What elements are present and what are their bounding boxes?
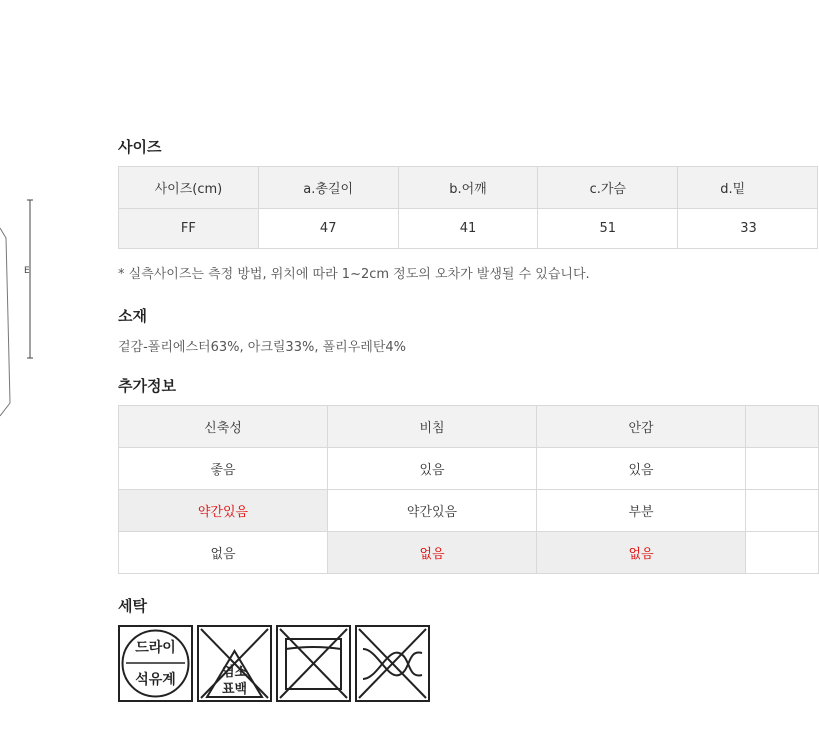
garment-sketch-fragment <box>0 198 40 428</box>
info-cell-selected: 없음 <box>328 532 537 574</box>
size-cell: 33 <box>678 209 818 249</box>
bleach-label-top: 염소 <box>221 665 248 680</box>
size-table-row <box>119 209 818 249</box>
info-cell <box>746 490 819 532</box>
info-table-row <box>119 448 819 490</box>
material-section-title: 소재 <box>118 307 147 325</box>
info-cell-selected: 약간있음 <box>119 490 328 532</box>
info-cell: 있음 <box>328 448 537 490</box>
info-header-cell: 신축성 <box>119 406 328 448</box>
size-section-title: 사이즈 <box>118 138 162 156</box>
info-cell: 약간있음 <box>328 490 537 532</box>
info-table <box>118 405 819 574</box>
info-header-cell: 안감 <box>537 406 746 448</box>
sketch-dimension-label: E <box>24 266 30 276</box>
wash-icons <box>118 625 430 702</box>
info-cell <box>746 532 819 574</box>
size-cell: 47 <box>258 209 398 249</box>
size-header-cell: c.가슴 <box>538 167 678 209</box>
dry-clean-label-top: 드라이 <box>135 640 176 656</box>
size-table-header-row <box>119 167 818 209</box>
no-bleach-icon <box>197 625 272 702</box>
no-tumble-dry-icon <box>276 625 351 702</box>
size-header-cell: d.밑 <box>678 167 818 209</box>
size-header-cell: b.어깨 <box>398 167 538 209</box>
material-text: 겉감-폴리에스터63%, 아크릴33%, 폴리우레탄4% <box>118 340 407 355</box>
size-note: * 실측사이즈는 측정 방법, 위치에 따라 1~2cm 정도의 오차가 발생될 수 있습니다. <box>118 267 590 282</box>
dry-clean-oil-icon <box>118 625 193 702</box>
size-cell: 41 <box>398 209 538 249</box>
info-section-title: 추가정보 <box>118 377 176 395</box>
dry-clean-label-bottom: 석유계 <box>135 672 176 688</box>
size-cell: 51 <box>538 209 678 249</box>
size-table <box>118 166 818 249</box>
info-cell-selected: 없음 <box>537 532 746 574</box>
size-cell: FF <box>119 209 259 249</box>
info-table-row <box>119 490 819 532</box>
info-cell: 있음 <box>537 448 746 490</box>
size-header-cell: 사이즈(cm) <box>119 167 259 209</box>
info-cell: 부분 <box>537 490 746 532</box>
info-table-row <box>119 532 819 574</box>
size-header-cell: a.총길이 <box>258 167 398 209</box>
info-header-cell <box>746 406 819 448</box>
wash-section-title: 세탁 <box>118 597 147 615</box>
info-cell <box>746 448 819 490</box>
info-cell: 없음 <box>119 532 328 574</box>
no-wring-icon <box>355 625 430 702</box>
bleach-label-bottom: 표백 <box>221 682 248 697</box>
info-header-cell: 비침 <box>328 406 537 448</box>
info-table-header-row <box>119 406 819 448</box>
info-cell: 좋음 <box>119 448 328 490</box>
